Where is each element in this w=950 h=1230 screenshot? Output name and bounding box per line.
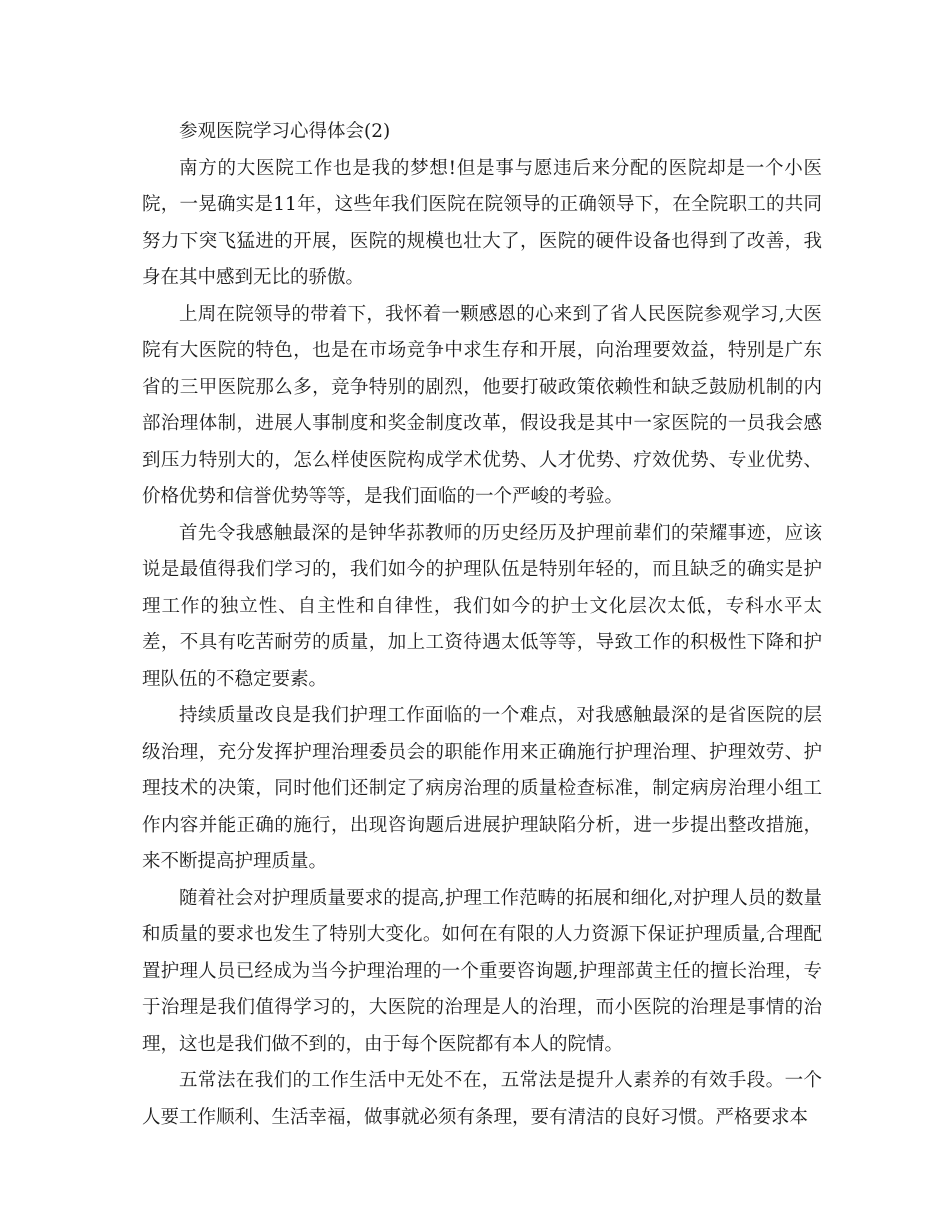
paragraph-2: 上周在院领导的带着下，我怀着一颗感恩的心来到了省人民医院参观学习,大医院有大医院的特色，也是在市场竞争中求生存和开展，向治理要效益，特别是广东省的三甲医院那么多，竞争特别的剧烈，他要打破政策依赖性和缺乏鼓励机制的内部治理体制，进展人事制度和奖金制度改革，假设我是其中一家医院的一员我会感到压力特别大的，怎么样使医院构成学术优势、人才优势、疗效优势、专业优势、价格优势和信誉优势等等，是我们面临的一个严峻的考验。 — [142, 303, 822, 507]
document-title: 参观医院学习心得体会(2) — [179, 121, 391, 142]
paragraph-4: 持续质量改良是我们护理工作面临的一个难点，对我感触最深的是省医院的层级治理，充分发挥护理治理委员会的职能作用来正确施行护理治理、护理效劳、护理技术的决策，同时他们还制定了病房治理的质量检查标准，制定病房治理小组工作内容并能正确的施行，出现咨询题后进展护理缺陷分析，进一步提出整改措施，来不断提高护理质量。 — [142, 705, 822, 872]
paragraph-3: 首先令我感触最深的是钟华荪教师的历史经历及护理前辈们的荣耀事迹，应该说是最值得我们学习的，我们如今的护理队伍是特别年轻的，而且缺乏的确实是护理工作的独立性、自主性和自律性，我们如今的护士文化层次太低，专科水平太差，不具有吃苦耐劳的质量，加上工资待遇太低等等，导致工作的积极性下降和护理队伍的不稳定要素。 — [142, 522, 822, 690]
paragraph-6: 五常法在我们的工作生活中无处不在，五常法是提升人素养的有效手段。一个人要工作顺利、生活幸福，做事就必须有条理，要有清洁的良好习惯。严格要求本 — [142, 1070, 822, 1128]
document-body — [142, 114, 822, 1136]
paragraph-5: 随着社会对护理质量要求的提高,护理工作范畴的拓展和细化,对护理人员的数量和质量的要求也发生了特别大变化。如何在有限的人力资源下保证护理质量,合理配置护理人员已经成为当今护理治理的一个重要咨询题,护理部黄主任的擅长治理，专于治理是我们值得学习的，大医院的治理是人的治理，而小医院的治理是事情的治理，这也是我们做不到的，由于每个医院都有本人的院情。 — [142, 887, 822, 1055]
paragraph-1: 南方的大医院工作也是我的梦想!但是事与愿违后来分配的医院却是一个小医院，一晃确实是11年，这些年我们医院在院领导的正确领导下，在全院职工的共同努力下突飞猛进的开展，医院的规模也壮大了，医院的硬件设备也得到了改善，我身在其中感到无比的骄傲。 — [142, 157, 822, 288]
